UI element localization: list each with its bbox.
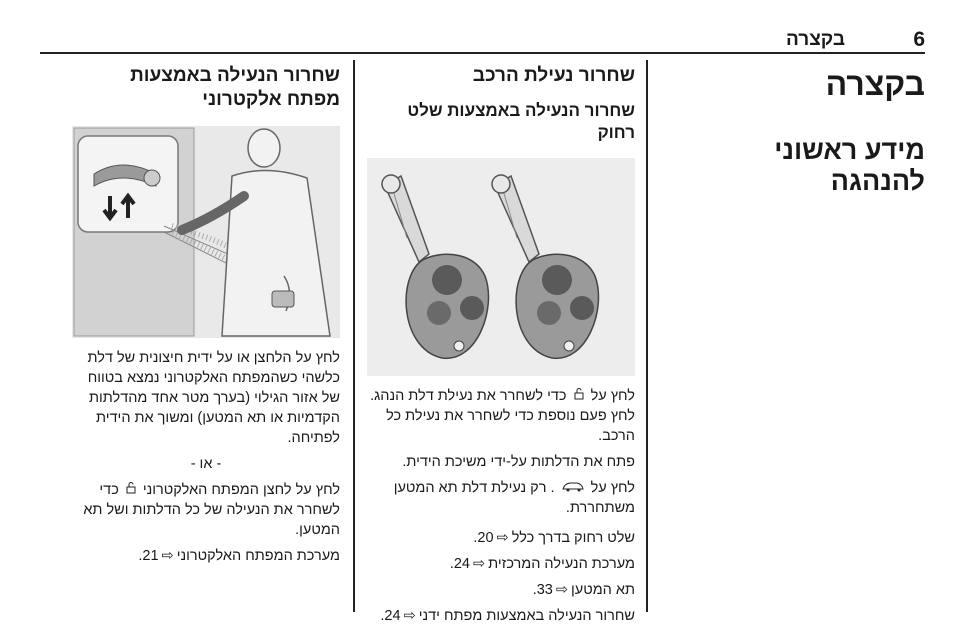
cross-reference[interactable]: שחרור הנעילה באמצעות מפתח ידני⇨ 24. [367, 606, 635, 626]
chapter-title: בקצרה [825, 66, 925, 102]
electronic-key-para1: לחץ על הלחצן או על ידית חיצונית של דלת כלשהי כשהמפתח האלקטרוני נמצא בטווח של אזור הגילוי (בערך מטר אחד מהדלתות הקדמיות או תא המטען) ומשוך את הידית לפתיחה. [87, 350, 340, 446]
arrow-icon [470, 556, 488, 572]
page-number: 6 [913, 28, 925, 51]
right-column [675, 64, 925, 197]
trunk-icon [562, 478, 584, 498]
or-separator: - או - [190, 456, 222, 472]
door-handle-inset [78, 136, 178, 232]
left-column [72, 64, 340, 566]
arrow-icon [494, 530, 512, 546]
sub-heading: שחרור הנעילה באמצעות שלט רחוק [407, 101, 635, 142]
section-heading: שחרור נעילת הרכב [472, 65, 635, 86]
person-door-svg [72, 126, 340, 338]
unlock-instructions: לחץ על כדי לשחרר את נעילת דלת הנהג. לחץ פעם נוספת כדי לשחרר את נעילת כל הרכב. [370, 388, 635, 445]
padlock-icon [574, 386, 584, 406]
page-header [40, 28, 925, 54]
trunk-instruction: לחץ על . רק נעילת דלת תא המטען משתחררת. [393, 480, 635, 517]
arrow-icon [159, 548, 177, 564]
electronic-key-illustration [72, 126, 340, 338]
padlock-icon [126, 480, 136, 500]
remote-keys-illustration [367, 158, 635, 376]
cross-reference[interactable]: שלט רחוק בדרך כלל⇨ 20. [367, 528, 635, 548]
cross-reference[interactable]: מערכת המפתח האלקטרוני⇨ 21. [72, 546, 340, 566]
section-heading: שחרור הנעילה באמצעות מפתח אלקטרוני [130, 65, 340, 110]
open-doors-instruction: פתח את הדלתות על-ידי משיכת הידית. [402, 454, 635, 471]
keys-svg [367, 158, 635, 376]
column-divider [646, 60, 648, 612]
electronic-key-para2: לחץ על לחצן המפתח האלקטרוני כדי לשחרר את הנעילה של כל הדלתות ושל תא המטען. [83, 482, 340, 539]
running-title: בקצרה [786, 29, 845, 50]
chapter-subtitle: מידע ראשוני להנהגה [774, 135, 925, 196]
cross-reference[interactable]: תא המטען⇨ 33. [367, 580, 635, 600]
column-divider [353, 60, 355, 612]
cross-reference[interactable]: מערכת הנעילה המרכזית⇨ 24. [367, 554, 635, 574]
arrow-icon [553, 582, 571, 598]
arrow-icon [401, 608, 419, 624]
middle-column [367, 64, 635, 626]
